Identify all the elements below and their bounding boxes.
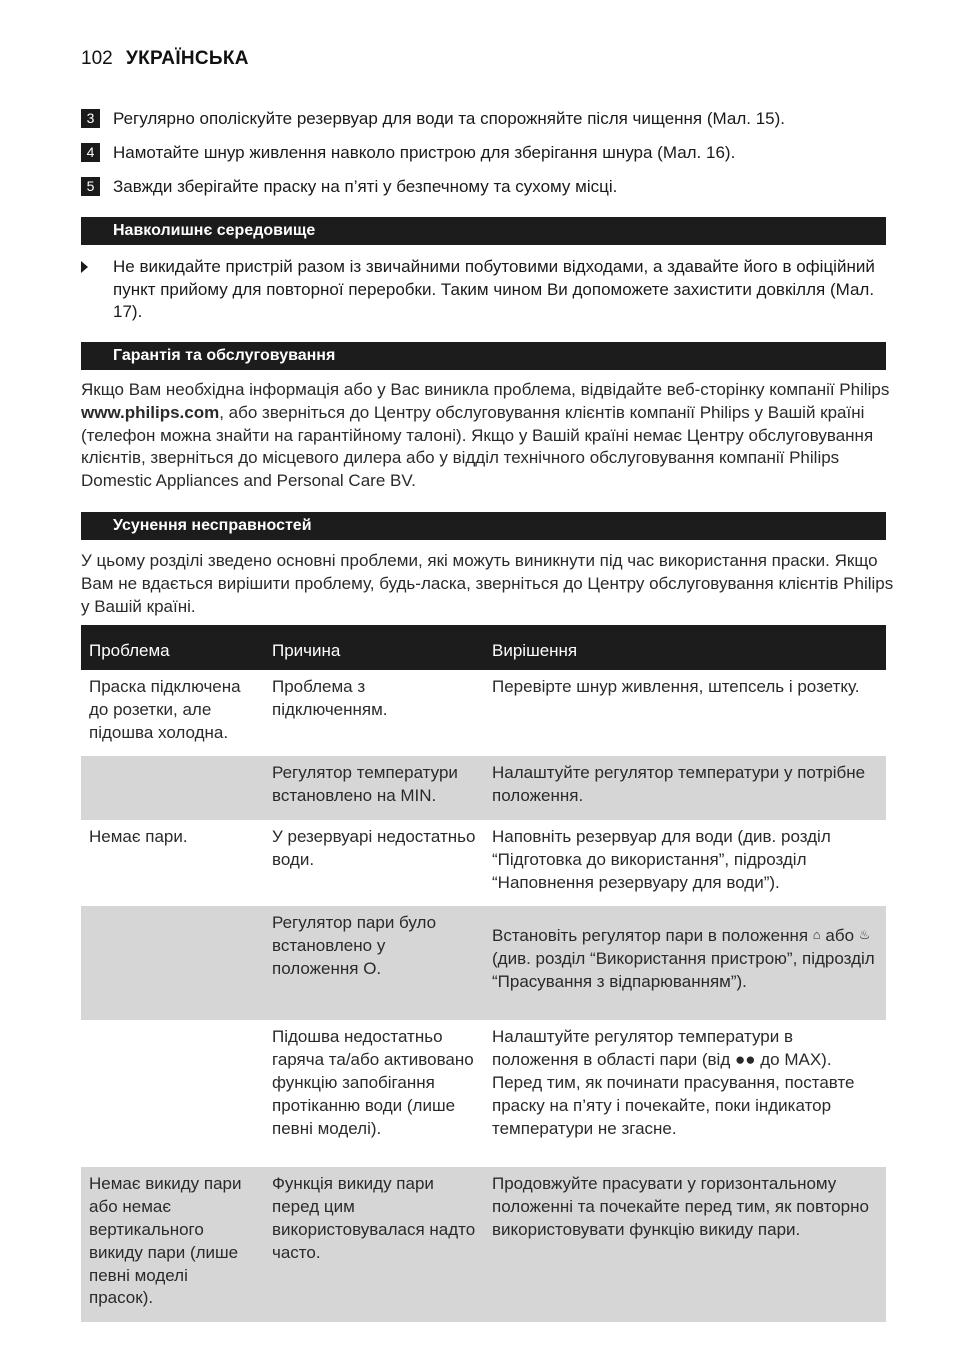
table-row: [81, 820, 886, 906]
troubleshooting-table: [81, 625, 886, 1322]
step-number: 4: [81, 143, 100, 162]
solution-text-part: Встановіть регулятор пари в положення: [492, 926, 809, 946]
bullet-marker-icon: [81, 261, 88, 273]
section-environment-title: Навколишнє середовище: [81, 217, 886, 245]
step-text: Регулярно ополіскуйте резервуар для води та спорожняйте після чищення (Мал. 15).: [113, 109, 785, 128]
page-header: [81, 48, 249, 70]
cell-cause: Регулятор пари було встановлено у положення O.: [264, 906, 484, 1020]
solution-text-part: або: [825, 926, 855, 946]
step-5: [81, 176, 617, 198]
troubleshooting-intro: У цьому розділі зведено основні проблеми, які можуть виникнути під час використання праски. Якщо Вам не вдається вирішити проблему, будь-ласка, зверніться до Центру обслуговування клієнтів Philips у Вашій країні.: [81, 551, 894, 616]
cell-solution: [484, 906, 886, 1020]
environment-bullet: [81, 256, 886, 324]
cell-solution: Налаштуйте регулятор температури в положення в області пари (від ●● до MAX). Перед тим, як починати прасування, поставте праску на п’яту і почекайте, поки індикатор температури не згасне.: [492, 1027, 855, 1138]
table-row: [81, 906, 886, 1020]
cell-problem: Праска підключена до розетки, але підошва холодна.: [89, 677, 241, 742]
guarantee-text-before: Якщо Вам необхідна інформація або у Вас виникла проблема, відвідайте веб-сторінку компанії Philips: [81, 380, 890, 399]
header-cause: Причина: [264, 625, 484, 670]
guarantee-paragraph: [81, 379, 891, 493]
solution-text-part: (див. розділ “Використання пристрою”, підрозділ “Прасування з відпарюванням”).: [492, 949, 875, 991]
guarantee-text-after: , або зверніться до Центру обслуговування клієнтів компанії Philips у Вашій країні (телефон можна знайти на гарантійному талоні). Якщо у Вашій країні немає Центру обслуговування клієнтів, зверніться до місцевого дилера або у відділ технічного обслуговування компанії Philips Domestic Appliances and Personal Care BV.: [81, 402, 874, 491]
step-text: Завжди зберігайте праску на п’яті у безпечному та сухому місці.: [113, 177, 618, 196]
cell-problem: [81, 1020, 264, 1167]
cell-cause: Функція викиду пари перед цим використовувалася надто часто.: [264, 1167, 484, 1322]
cell-solution: Налаштуйте регулятор температури у потрібне положення.: [484, 756, 886, 820]
cell-problem: Немає пари.: [89, 826, 188, 846]
language-title: УКРАЇНСЬКА: [125, 48, 249, 69]
cell-cause: У резервуарі недостатньо води.: [272, 826, 476, 869]
cell-solution: Перевірте шнур живлення, штепсель і розетку.: [492, 677, 860, 696]
table-row: [81, 756, 886, 820]
table-header-row: [81, 625, 886, 670]
table-row: [81, 670, 886, 756]
table-row: [81, 1020, 886, 1167]
header-solution: Вирішення: [484, 625, 886, 670]
steam-high-icon: ♨: [858, 927, 871, 943]
cell-problem: Немає викиду пари або немає вертикального викиду пари (лише певні моделі прасок).: [81, 1167, 264, 1322]
environment-text: Не викидайте пристрій разом із звичайними побутовими відходами, а здавайте його в офіційний пункт прийому для повторної переробки. Таким чином Ви допоможете захистити довкілля (Мал. 17).: [113, 257, 875, 321]
step-text: Намотайте шнур живлення навколо пристрою для зберігання шнура (Мал. 16).: [113, 143, 736, 162]
header-problem: Проблема: [81, 625, 264, 670]
cell-solution: Продовжуйте прасувати у горизонтальному положенні та почекайте перед тим, як повторно використовувати функцію викиду пари.: [484, 1167, 886, 1322]
cell-problem: [81, 756, 264, 820]
steam-low-icon: ⌂: [812, 927, 821, 943]
step-3: [81, 108, 785, 130]
step-number: 5: [81, 177, 100, 196]
section-guarantee-title: Гарантія та обслуговування: [81, 342, 886, 370]
cell-cause: Проблема з підключенням.: [272, 677, 388, 719]
page-number: 102: [81, 48, 113, 69]
cell-solution: Наповніть резервуар для води (див. розділ “Підготовка до використання”, підрозділ “Наповнення резервуару для води”).: [492, 826, 831, 892]
table-row: [81, 1167, 886, 1322]
philips-link[interactable]: www.philips.com: [81, 402, 220, 422]
cell-cause: Регулятор температури встановлено на MIN.: [264, 756, 484, 820]
step-4: [81, 142, 735, 164]
step-number: 3: [81, 109, 100, 128]
section-troubleshooting-title: Усунення несправностей: [81, 512, 886, 540]
cell-cause: Підошва недостатньо гаряча та/або активовано функцію запобігання протіканню води (лише певні моделі).: [272, 1027, 474, 1138]
cell-problem: [81, 906, 264, 1020]
